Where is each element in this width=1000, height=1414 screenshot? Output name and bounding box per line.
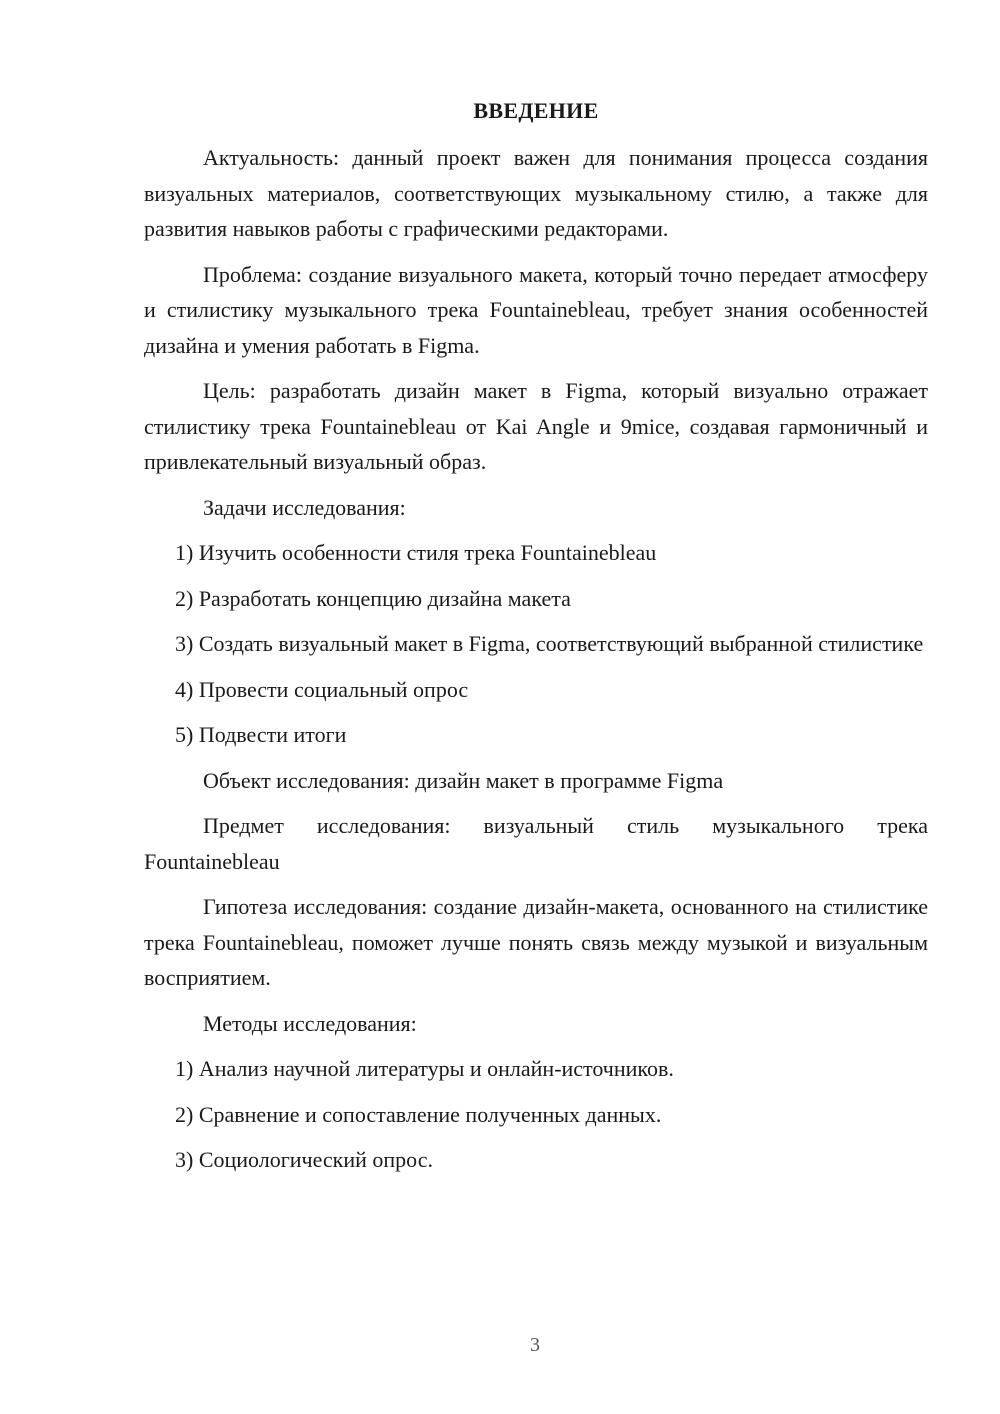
problem-paragraph: Проблема: создание визуального макета, который точно передает атмосферу и стилистику музыкального трека Fountainebleau, требует знания особенностей дизайна и умения работать в Figma. [144, 261, 928, 358]
page-number: 3 [530, 1334, 540, 1356]
task-item: 3) Создать визуальный макет в Figma, соответствующий выбранной стилистике [175, 631, 924, 656]
task-item: 5) Подвести итоги [175, 722, 347, 747]
relevance-paragraph: Актуальность: данный проект важен для понимания процесса создания визуальных материалов, соответствующих музыкальному стилю, а также для развития навыков работы с графическими редакторами. [144, 145, 928, 241]
section-heading: ВВЕДЕНИЕ [473, 98, 599, 123]
object-paragraph: Объект исследования: дизайн макет в программе Figma [203, 767, 724, 793]
method-item: 2) Сравнение и сопоставление полученных данных. [175, 1101, 662, 1127]
method-item: 3) Социологический опрос. [175, 1147, 433, 1172]
method-item: 1) Анализ научной литературы и онлайн-источников. [175, 1056, 674, 1081]
document-page [144, 96, 928, 1188]
task-item: 1) Изучить особенности стиля трека Fountainebleau [175, 540, 657, 565]
goal-paragraph: Цель: разработать дизайн макет в Figma, который визуально отражает стилистику трека Fountainebleau от Kai Angle и 9mice, создавая гармоничный и привлекательный визуальный образ. [144, 378, 928, 474]
subject-paragraph: Предмет исследования: визуальный стиль музыкального трека Fountainebleau [144, 813, 928, 874]
task-item: 2) Разработать концепцию дизайна макета [175, 585, 571, 611]
methods-title: Методы исследования: [203, 1010, 417, 1036]
task-item: 4) Провести социальный опрос [175, 676, 469, 702]
hypothesis-paragraph: Гипотеза исследования: создание дизайн-макета, основанного на стилистике трека Fountainebleau, поможет лучше понять связь между музыкой и визуальным восприятием. [144, 894, 928, 990]
tasks-title: Задачи исследования: [203, 494, 406, 520]
